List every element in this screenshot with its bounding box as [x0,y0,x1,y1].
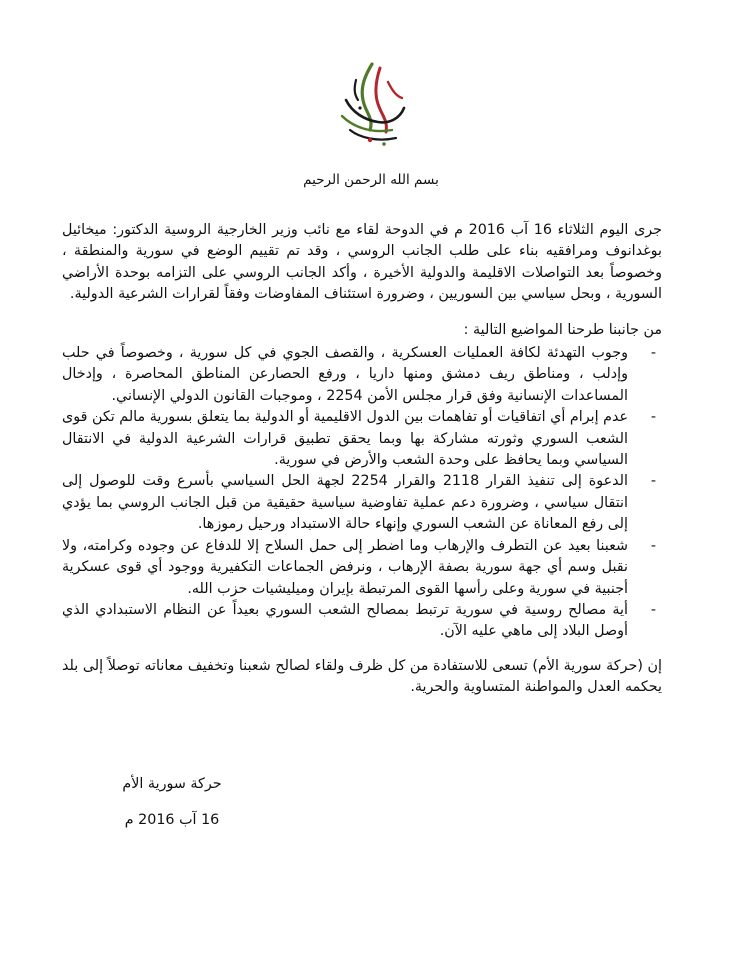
statement-body [62,220,662,699]
list-item [62,536,662,600]
list-item-text: أية مصالح روسية في سورية ترتبط بمصالح الشعب السوري بعيداً عن النظام الاستبدادي الذي أوصل البلاد إلى ماهي عليه الآن. [62,601,628,640]
list-item [62,471,662,535]
dash-bullet: - [650,473,656,490]
signature-block [0,774,344,830]
list-item [62,343,662,407]
basmala-heading: بسم الله الرحمن الرحيم [303,172,439,188]
closing-paragraph: إن (حركة سورية الأم) تسعى للاستفادة من كل ظرف ولقاء لصالح شعبنا وتخفيف معاناته توصلاً إلى بلد يحكمه العدل والمواطنة المتساوية والحرية. [62,657,662,696]
signature-date: 16 آب 2016 م [124,812,220,828]
list-item-text: عدم إبرام أي اتفاقيات أو تفاهمات بين الدول الاقليمية أو الدولية بما يتعلق بسورية مالم تكن قوى الشعب السوري وثورته مشاركة بها وبما يحقق تطبيق قرارات الشرعية الدولية في الانتقال السياسي وبما يحافظ على وحدة الشعب والأرض في سورية. [62,409,628,469]
list-item [62,407,662,471]
movement-logo [330,60,414,150]
topics-list [62,343,662,643]
list-item-text: شعبنا بعيد عن التطرف والإرهاب وما اضطر إلى حمل السلاح إلا للدفاع عن وجوده وكرامته، ولا نقبل وسم أي جهة سورية بصفة الإرهاب ، ونرفض الجماعات التكفيرية ووجود أي قوى عسكرية أجنبية في سورية وعلى رأسها القوى المرتبطة بإيران وميليشيات حزب الله. [62,537,628,597]
intro-paragraph: جرى اليوم الثلاثاء 16 آب 2016 م في الدوحة لقاء مع نائب وزير الخارجية الروسية الدكتور: ميخائيل بوغدانوف ومرافقيه بناء على طلب الجانب الروسي ، وقد تم تقييم الوضع في سورية والمنطقة ، وخصوصاً بعد التواصلات الاقليمة والدولية الأخيرة ، وأكد الجانب الروسي على التزامه بوحدة الأراضي السورية ، وبحل سياسي بين السوريين ، وضرورة استئناف المفاوضات وفقاً لقرارات الشرعية الدولية. [62,222,662,303]
dash-bullet: - [650,409,656,426]
list-item-text: الدعوة إلى تنفيذ القرار 2118 والقرار 2254 لجهة الحل السياسي بأسرع وقت للوصول إلى انتقال سياسي ، وضرورة دعم عملية تفاوضية سياسية حقيقية من قبل الجانب الروسي بما يؤدي إلى رفع المعاناة عن الشعب السوري وإنهاء حالة الاستبداد ورحيل رموزها. [62,473,628,533]
dash-bullet: - [650,537,656,554]
dash-bullet: - [650,345,656,362]
signature-org-name: حركة سورية الأم [122,776,222,792]
list-item-text: وجوب التهدئة لكافة العمليات العسكرية ، والقصف الجوي في كل سورية ، وخصوصاً في حلب وإدلب ، ومناطق ريف دمشق ومنها داريا ، ورفع الحصارعن المناطق المحاصرة ، وإدخال المساعدات الإنسانية وفق قرار مجلس الأمن 2254 ، وموجبات القانون الدولي الإنساني. [62,345,628,404]
topics-intro: من جانبنا طرحنا المواضيع التالية : [463,321,662,338]
dash-bullet: - [650,601,656,618]
list-item [62,600,662,643]
